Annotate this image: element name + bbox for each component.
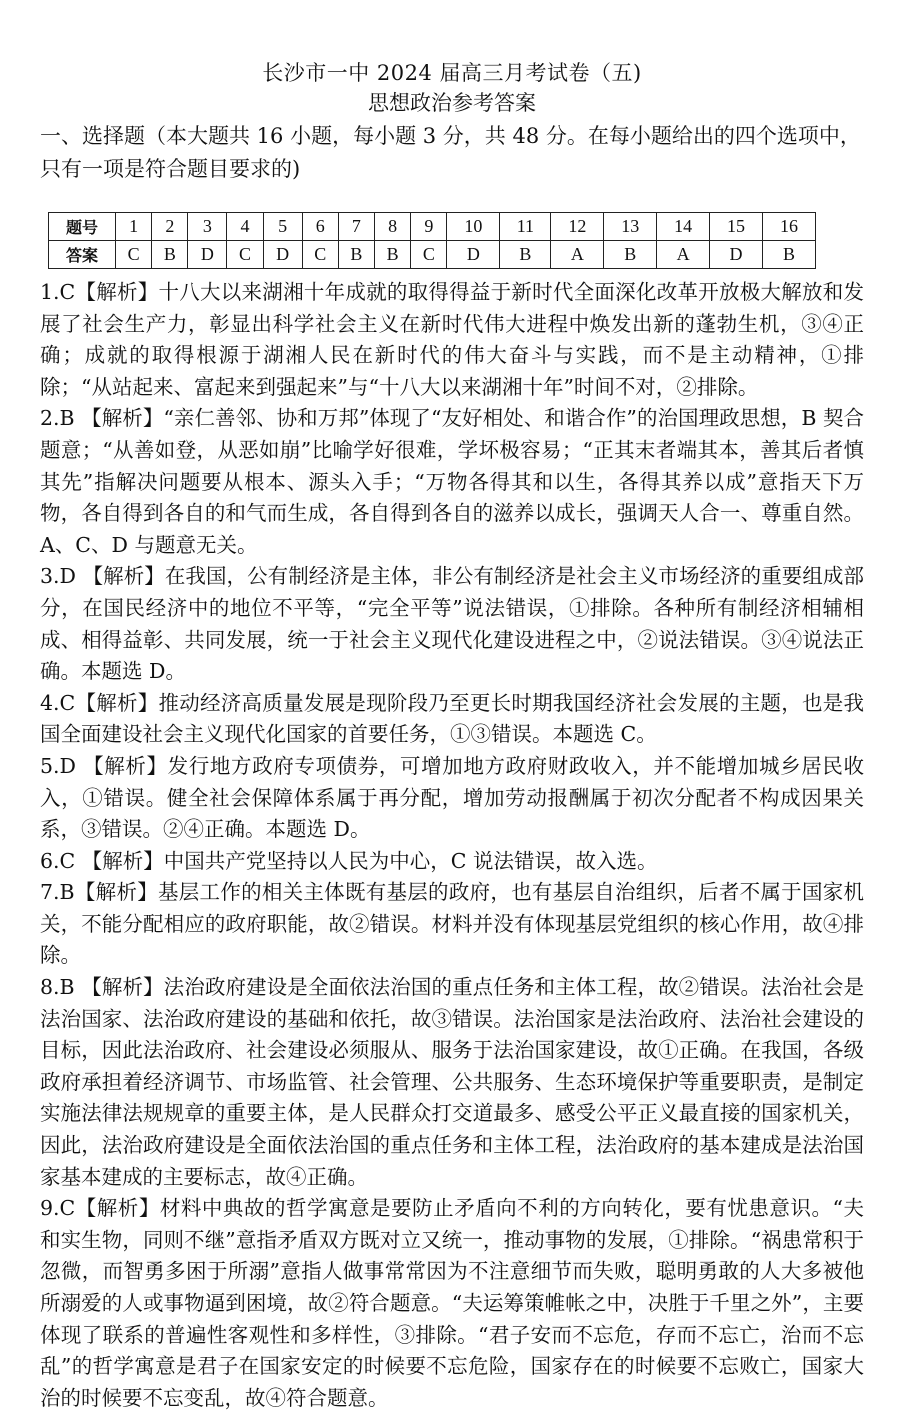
- question-number: 10: [447, 213, 500, 241]
- answer-cell: D: [447, 241, 500, 269]
- answer-row: [49, 241, 816, 269]
- document-subtitle: 思想政治参考答案: [368, 91, 536, 115]
- explanations: [40, 277, 864, 1414]
- answer-cell: B: [375, 241, 411, 269]
- question-number: 3: [188, 213, 227, 241]
- question-number: 2: [152, 213, 188, 241]
- answer-cell: C: [411, 241, 447, 269]
- explanation-q4: 4.C【解析】推动经济高质量发展是现阶段乃至更长时期我国经济社会发展的主题，也是我国全面建设社会主义现代化国家的首要任务，①③错误。本题选 C。: [40, 690, 864, 747]
- question-number: 12: [551, 213, 604, 241]
- question-number: 13: [604, 213, 657, 241]
- question-number: 16: [762, 213, 815, 241]
- answer-cell: B: [500, 241, 551, 269]
- question-number: 15: [710, 213, 763, 241]
- answer-cell: B: [762, 241, 815, 269]
- question-number: 8: [375, 213, 411, 241]
- answer-cell: C: [116, 241, 152, 269]
- explanation-q9: 9.C【解析】材料中典故的哲学寓意是要防止矛盾向不利的方向转化，要有忧患意识。“夫和实生物，同则不继”意指矛盾双方既对立又统一，推动事物的发展，①排除。“祸患常积于忽微，而智勇多困于所溺”意指人做事常常因为不注意细节而失败，聪明勇敢的人大多被他所溺爱的人或事物逼到困境，故②符合题意。“夫运筹策帷帐之中，决胜于千里之外”，主要体现了联系的普遍性客观性和多样性，③排除。“君子安而不忘危，存而不忘亡，治而不忘乱”的哲学寓意是君子在国家安定的时候要不忘危险，国家存在的时候要不忘败亡，国家大治的时候要不忘变乱，故④符合题意。: [40, 1196, 864, 1410]
- section-heading: 一、选择题（本大题共 16 小题，每小题 3 分，共 48 分。在每小题给出的四个选项中，只有一项是符合题目要求的): [40, 124, 861, 181]
- explanation-q7: 7.B【解析】基层工作的相关主体既有基层的政府，也有基层自治组织，后者不属于国家机关，不能分配相应的政府职能，故②错误。材料并没有体现基层党组织的核心作用，故④排除。: [40, 880, 864, 968]
- question-number: 5: [263, 213, 302, 241]
- question-number: 11: [500, 213, 551, 241]
- answer-cell: A: [657, 241, 710, 269]
- explanation-q1: 1.C【解析】十八大以来湖湘十年成就的取得得益于新时代全面深化改革开放极大解放和发展了社会生产力，彰显出科学社会主义在新时代伟大进程中焕发出新的蓬勃生机，③④正确；成就的取得根源于湖湘人民在新时代的伟大奋斗与实践，而不是主动精神，①排除；“从站起来、富起来到强起来”与“十八大以来湖湘十年”时间不对，②排除。: [40, 280, 864, 399]
- question-number: 6: [302, 213, 338, 241]
- explanation-q8: 8.B 【解析】法治政府建设是全面依法治国的重点任务和主体工程，故②错误。法治社会是法治国家、法治政府建设的基础和依托，故③错误。法治国家是法治政府、法治社会建设的目标，因此法治政府、社会建设必须服从、服务于法治国家建设，故①正确。在我国，各级政府承担着经济调节、市场监管、社会管理、公共服务、生态环境保护等重要职责，是制定实施法律法规规章的重要主体，是人民群众打交道最多、感受公平正义最直接的国家机关，因此，法治政府建设是全面依法治国的重点任务和主体工程，法治政府的基本建成是法治国家基本建成的主要标志，故④正确。: [40, 975, 864, 1189]
- answer-cell: D: [263, 241, 302, 269]
- row-label-number: 题号: [49, 213, 116, 241]
- explanation-q6: 6.C 【解析】中国共产党坚持以人民为中心，C 说法错误，故入选。: [40, 848, 658, 873]
- answer-cell: B: [152, 241, 188, 269]
- explanation-q5: 5.D 【解析】发行地方政府专项债券，可增加地方政府财政收入，并不能增加城乡居民收入，①错误。健全社会保障体系属于再分配，增加劳动报酬属于初次分配者不构成因果关系，③错误。②④正确。本题选 D。: [40, 753, 864, 842]
- answer-cell: B: [604, 241, 657, 269]
- answer-cell: C: [302, 241, 338, 269]
- question-number: 9: [411, 213, 447, 241]
- answer-cell: D: [710, 241, 763, 269]
- row-label-answer: 答案: [49, 241, 116, 269]
- question-number: 4: [227, 213, 263, 241]
- question-number-row: [49, 213, 816, 241]
- explanation-q3: 3.D 【解析】在我国，公有制经济是主体，非公有制经济是社会主义市场经济的重要组成部分，在国民经济中的地位不平等，“完全平等”说法错误，①排除。各种所有制经济相辅相成、相得益彰、共同发展，统一于社会主义现代化建设进程之中，②说法错误。③④说法正确。本题选 D。: [40, 564, 864, 684]
- answer-cell: B: [338, 241, 374, 269]
- answer-table: [48, 212, 816, 269]
- explanation-q2: 2.B 【解析】“亲仁善邻、协和万邦”体现了“友好相处、和谐合作”的治国理政思想，B 契合题意；“从善如登，从恶如崩”比喻学好很难，学坏极容易；“正其末者端其本，善其后者慎其先”指解决问题要从根本、源头入手；“万物各得其和以生，各得其养以成”意指天下万物，各自得到各自的和气而生成，各自得到各自的滋养以成长，强调天人合一、尊重自然。A、C、D 与题意无关。: [40, 406, 864, 557]
- answer-cell: C: [227, 241, 263, 269]
- document-title: 长沙市一中 2024 届高三月考试卷（五): [262, 61, 642, 85]
- answer-cell: D: [188, 241, 227, 269]
- answer-cell: A: [551, 241, 604, 269]
- question-number: 7: [338, 213, 374, 241]
- question-number: 14: [657, 213, 710, 241]
- question-number: 1: [116, 213, 152, 241]
